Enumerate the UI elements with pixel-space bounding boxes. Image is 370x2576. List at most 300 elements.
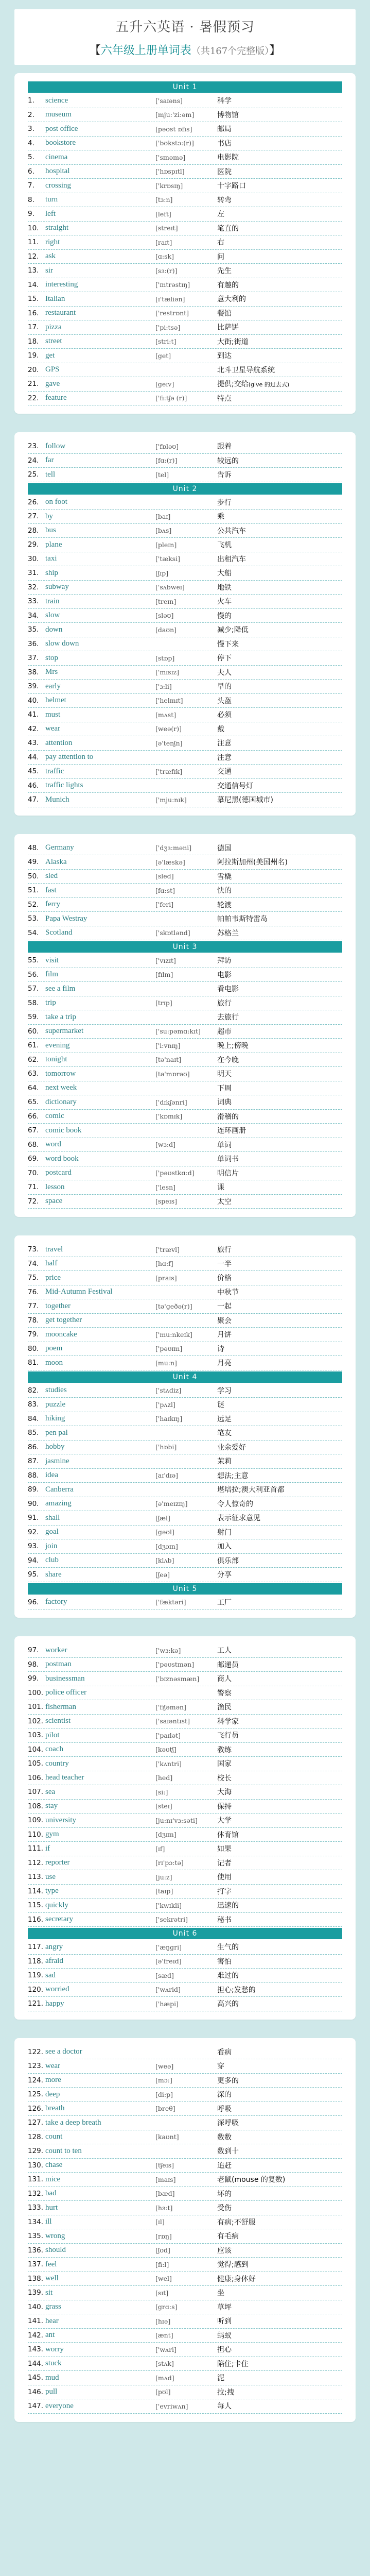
word-chinese-text: 坐 xyxy=(217,2289,224,2298)
word-row xyxy=(28,1700,342,1715)
word-english: pilot xyxy=(45,1731,60,1739)
word-number: 128. xyxy=(28,2132,44,2141)
word-english: count to ten xyxy=(45,2146,82,2155)
word-number: 124. xyxy=(28,2076,44,2084)
word-number: 68. xyxy=(28,1140,39,1149)
word-number: 87. xyxy=(28,1457,39,1466)
word-phonetic: ['fæktəri] xyxy=(155,1598,186,1606)
word-english: feel xyxy=(45,2260,57,2268)
word-number: 123. xyxy=(28,2062,44,2071)
word-chinese-text: 邮局 xyxy=(217,125,232,134)
word-phonetic: [stɒp] xyxy=(155,654,175,662)
word-english: country xyxy=(45,1759,69,1768)
word-card xyxy=(14,73,356,414)
word-english: word xyxy=(45,1140,61,1149)
word-chinese xyxy=(217,265,342,276)
word-phonetic: [streɪt] xyxy=(155,224,178,232)
word-chinese-text: 高兴的 xyxy=(217,2000,239,2009)
word-row xyxy=(28,2343,342,2357)
word-number: 21. xyxy=(28,380,39,388)
word-number: 82. xyxy=(28,1386,39,1395)
word-chinese xyxy=(217,1111,342,1122)
word-chinese-text: 明天 xyxy=(217,1070,232,1079)
word-row xyxy=(28,870,342,884)
word-chinese xyxy=(217,294,342,304)
word-number: 18. xyxy=(28,337,39,346)
word-number: 67. xyxy=(28,1126,39,1135)
word-phonetic: ['wɜ:kə] xyxy=(155,1646,181,1654)
word-number: 60. xyxy=(28,1027,39,1036)
word-row xyxy=(28,1870,342,1885)
word-chinese-text: 有趣的 xyxy=(217,281,239,290)
word-number: 27. xyxy=(28,512,39,521)
word-row xyxy=(28,1010,342,1025)
word-number: 35. xyxy=(28,625,39,634)
word-chinese-text: 渔民 xyxy=(217,1703,232,1712)
word-chinese-text: 应该 xyxy=(217,2246,232,2255)
word-english: more xyxy=(45,2076,61,2084)
word-english: crossing xyxy=(45,181,71,190)
word-row xyxy=(28,1686,342,1701)
word-chinese xyxy=(217,1730,342,1740)
word-phonetic: ['su:pəmɑ:kɪt] xyxy=(155,1027,201,1036)
word-number: 140. xyxy=(28,2302,44,2311)
word-english: street xyxy=(45,337,62,346)
word-phonetic: [kəʊtʃ] xyxy=(155,1745,177,1754)
word-phonetic: [mɔ:] xyxy=(155,2076,172,2084)
word-chinese-text: 火车 xyxy=(217,598,232,606)
word-english: ferry xyxy=(45,900,61,909)
word-phonetic: [ʃʊd] xyxy=(155,2246,170,2255)
word-row xyxy=(28,2116,342,2130)
word-english: mud xyxy=(45,2373,59,2382)
word-number: 33. xyxy=(28,597,39,606)
word-row xyxy=(28,2130,342,2145)
word-chinese-text: 教练 xyxy=(217,1745,232,1754)
word-chinese xyxy=(217,2287,342,2298)
word-chinese xyxy=(217,1801,342,1811)
word-english: attention xyxy=(45,738,73,747)
word-number: 7. xyxy=(28,181,34,190)
word-number: 97. xyxy=(28,1646,39,1655)
word-chinese-text: 听到 xyxy=(217,2317,232,2326)
word-chinese xyxy=(217,1645,342,1655)
word-chinese-text: 如果 xyxy=(217,1845,232,1854)
word-number: 95. xyxy=(28,1570,39,1579)
word-english: shall xyxy=(45,1513,60,1522)
word-number: 29. xyxy=(28,540,39,549)
word-english: hobby xyxy=(45,1443,65,1451)
word-row xyxy=(28,1511,342,1526)
word-english: breath xyxy=(45,2104,65,2113)
word-phonetic: [rɒŋ] xyxy=(155,2232,172,2240)
word-chinese-text: 问 xyxy=(217,252,224,261)
word-chinese-text: 秘书 xyxy=(217,1916,232,1924)
word-chinese-text: 月亮 xyxy=(217,1359,232,1368)
word-row xyxy=(28,855,342,870)
word-english: happy xyxy=(45,1999,64,2008)
word-english: wrong xyxy=(45,2231,65,2240)
word-chinese xyxy=(217,667,342,677)
word-phonetic: [daʊn] xyxy=(155,625,177,634)
word-phonetic: ['pi:tsə] xyxy=(155,323,181,331)
word-phonetic: ['dʒɜ:məni] xyxy=(155,844,192,852)
word-english: price xyxy=(45,1273,61,1282)
word-chinese xyxy=(217,596,342,606)
word-row xyxy=(28,968,342,982)
word-phonetic: ['wʌrid] xyxy=(155,1986,181,1994)
word-chinese-text: 大学 xyxy=(217,1817,232,1825)
word-phonetic: [sɜ:(r)] xyxy=(155,266,178,275)
word-row xyxy=(28,2329,342,2343)
word-phonetic: [ʃɪp] xyxy=(155,569,169,577)
word-phonetic: [ʃeə] xyxy=(155,1570,170,1579)
subtitle-note: （共167个完整版） xyxy=(191,46,270,57)
word-english: angry xyxy=(45,1942,63,1951)
word-english: hear xyxy=(45,2316,59,2325)
word-number: 63. xyxy=(28,1070,39,1078)
word-phonetic: ['træfɪk] xyxy=(155,767,183,775)
word-phonetic: [mʌst] xyxy=(155,710,177,719)
word-chinese-text: 电影院 xyxy=(217,154,239,162)
word-chinese xyxy=(217,1196,342,1207)
word-chinese xyxy=(217,1040,342,1050)
word-phonetic: [hɪə] xyxy=(155,2317,171,2325)
word-row xyxy=(28,1483,342,1497)
word-english: gym xyxy=(45,1830,59,1839)
word-phonetic: [raɪt] xyxy=(155,238,172,246)
word-chinese-text: 警察 xyxy=(217,1689,232,1698)
word-chinese xyxy=(217,2146,342,2156)
word-phonetic: ['skɒtlənd] xyxy=(155,929,190,937)
word-phonetic: [ju:z] xyxy=(155,1873,172,1881)
word-chinese-text: 左 xyxy=(217,210,224,219)
word-chinese xyxy=(217,2189,342,2199)
word-row xyxy=(28,2159,342,2173)
word-phonetic: [gəʊl] xyxy=(155,1528,174,1536)
word-phonetic: ['i:vnɪŋ] xyxy=(155,1041,181,1049)
word-chinese-text: 校长 xyxy=(217,1774,232,1783)
word-chinese-text: 公共汽车 xyxy=(217,527,246,535)
word-english: taxi xyxy=(45,554,57,563)
word-chinese-text: 下周 xyxy=(217,1084,232,1093)
word-row xyxy=(28,954,342,968)
word-english: restaurant xyxy=(45,309,76,317)
word-chinese-text: 注意 xyxy=(217,739,232,748)
word-phonetic: [wɜ:d] xyxy=(155,1141,176,1149)
word-chinese-text: 草坪 xyxy=(217,2303,232,2312)
word-chinese xyxy=(217,639,342,649)
word-phonetic: ['kwɪkli] xyxy=(155,1901,182,1909)
word-phonetic: ['fɒləʊ] xyxy=(155,442,179,450)
word-number: 103. xyxy=(28,1731,44,1740)
word-chinese-text: 较远的 xyxy=(217,456,239,465)
word-chinese-text: 早的 xyxy=(217,683,232,691)
word-number: 141. xyxy=(28,2317,44,2326)
word-card xyxy=(14,432,356,816)
word-chinese-text: 步行 xyxy=(217,498,232,507)
word-english: bookstore xyxy=(45,139,76,147)
word-number: 9. xyxy=(28,210,34,218)
word-chinese-text: 体育馆 xyxy=(217,1831,239,1839)
word-row xyxy=(28,1856,342,1871)
word-phonetic: [mʌd] xyxy=(155,2374,174,2382)
word-row xyxy=(28,222,342,236)
word-phonetic: [mju:'zi:əm] xyxy=(155,111,195,119)
word-phonetic: [dʒɪm] xyxy=(155,1831,177,1839)
word-english: Alaska xyxy=(45,857,67,866)
word-chinese-text: 雪橇 xyxy=(217,872,232,881)
word-chinese xyxy=(217,138,342,148)
word-english: early xyxy=(45,682,61,690)
word-english: lesson xyxy=(45,1182,65,1191)
word-english: club xyxy=(45,1556,59,1565)
word-row xyxy=(28,496,342,510)
word-number: 55. xyxy=(28,956,39,965)
word-number: 117. xyxy=(28,1943,44,1952)
word-number: 142. xyxy=(28,2331,44,2340)
word-number: 10. xyxy=(28,224,39,232)
word-chinese xyxy=(217,2231,342,2241)
word-chinese xyxy=(217,152,342,162)
word-chinese xyxy=(217,350,342,361)
word-phonetic: ['dɪkʃənri] xyxy=(155,1098,187,1106)
word-chinese xyxy=(217,696,342,706)
word-chinese xyxy=(217,2359,342,2369)
word-phonetic: ['haɪkɪŋ] xyxy=(155,1415,183,1423)
word-number: 137. xyxy=(28,2260,44,2269)
word-phonetic: [tel] xyxy=(155,470,169,479)
word-row xyxy=(28,2272,342,2286)
word-english: join xyxy=(45,1541,58,1550)
word-chinese-text: 十字路口 xyxy=(217,182,246,191)
word-english: afraid xyxy=(45,1957,63,1965)
word-english: next week xyxy=(45,1083,77,1092)
word-row xyxy=(28,1180,342,1195)
word-chinese-text: 慢下来 xyxy=(217,640,239,649)
word-english: sir xyxy=(45,266,53,275)
word-chinese-text: 生气的 xyxy=(217,1943,239,1952)
word-english: wear xyxy=(45,724,61,733)
word-chinese xyxy=(217,1154,342,1164)
word-phonetic: [hɑ:f] xyxy=(155,1260,173,1268)
word-chinese xyxy=(217,1744,342,1755)
word-chinese xyxy=(217,1858,342,1868)
word-row xyxy=(28,1067,342,1081)
word-english: helmet xyxy=(45,696,66,705)
word-chinese xyxy=(217,1872,342,1882)
word-number: 102. xyxy=(28,1717,44,1725)
word-number: 125. xyxy=(28,2090,44,2099)
word-phonetic: [pleɪn] xyxy=(155,540,177,549)
word-number: 83. xyxy=(28,1400,39,1409)
word-number: 88. xyxy=(28,1471,39,1480)
word-phonetic: [ɪl] xyxy=(155,2218,165,2226)
word-number: 122. xyxy=(28,2047,44,2056)
word-chinese xyxy=(217,1097,342,1107)
word-number: 112. xyxy=(28,1858,44,1867)
word-phonetic: [steɪ] xyxy=(155,1802,172,1810)
word-phonetic: [tə'naɪt] xyxy=(155,1056,182,1064)
word-chinese-text: 一起 xyxy=(217,1302,232,1311)
word-english: left xyxy=(45,209,56,218)
word-number: 1. xyxy=(28,96,34,105)
word-english: tomorrow xyxy=(45,1069,76,1078)
word-phonetic: ['hɒbi] xyxy=(155,1443,177,1451)
word-chinese-text: 快的 xyxy=(217,887,232,895)
word-number: 90. xyxy=(28,1499,39,1508)
word-chinese xyxy=(217,2132,342,2142)
word-english: stay xyxy=(45,1802,58,1810)
word-row xyxy=(28,207,342,222)
word-row xyxy=(28,793,342,807)
word-row xyxy=(28,193,342,208)
word-row xyxy=(28,2088,342,2102)
word-number: 54. xyxy=(28,928,39,937)
word-chinese xyxy=(217,1702,342,1712)
word-english: everyone xyxy=(45,2401,74,2410)
word-row xyxy=(28,1885,342,1899)
word-chinese-text: 追赶 xyxy=(217,2161,232,2170)
word-english: traffic xyxy=(45,767,64,775)
word-english: dictionary xyxy=(45,1097,77,1106)
word-row xyxy=(28,363,342,378)
word-phonetic: ['trævl] xyxy=(155,1245,180,1253)
word-phonetic: [tʃeɪs] xyxy=(155,2161,174,2170)
word-chinese xyxy=(217,554,342,564)
word-english: wear xyxy=(45,2061,61,2070)
word-row xyxy=(28,2229,342,2244)
word-chinese xyxy=(217,766,342,776)
word-chinese xyxy=(217,2047,342,2057)
word-row xyxy=(28,751,342,765)
word-english: should xyxy=(45,2246,66,2255)
card-list xyxy=(14,73,356,2422)
word-chinese-text: 诗 xyxy=(217,1345,224,1353)
word-chinese-text: 打字 xyxy=(217,1887,232,1896)
word-phonetic: [sləʊ] xyxy=(155,612,174,620)
word-english: sit xyxy=(45,2288,53,2297)
word-number: 81. xyxy=(28,1359,39,1367)
word-row xyxy=(28,581,342,595)
word-row xyxy=(28,150,342,165)
word-phonetic: [sɪt] xyxy=(155,2289,169,2297)
word-english: Germany xyxy=(45,843,74,852)
word-phonetic: ['æŋgri] xyxy=(155,1943,182,1951)
word-phonetic: [di:p] xyxy=(155,2090,173,2098)
word-chinese-text: 茉莉 xyxy=(217,1458,232,1466)
word-number: 51. xyxy=(28,886,39,895)
word-phonetic: ['stʌdiz] xyxy=(155,1386,182,1395)
word-chinese-text: 迅速的 xyxy=(217,1902,239,1910)
word-chinese xyxy=(217,166,342,177)
word-chinese-text: 坏的 xyxy=(217,2190,232,2198)
word-chinese xyxy=(217,1914,342,1925)
word-chinese xyxy=(217,1329,342,1340)
word-english: grass xyxy=(45,2302,61,2311)
word-chinese xyxy=(217,1026,342,1037)
word-phonetic: [breθ] xyxy=(155,2105,175,2113)
word-english: interesting xyxy=(45,280,78,289)
word-chinese xyxy=(217,322,342,332)
word-chinese-text: 医院 xyxy=(217,167,232,176)
word-chinese xyxy=(217,1787,342,1797)
word-chinese-text: 国家 xyxy=(217,1760,232,1769)
word-chinese xyxy=(217,237,342,247)
word-chinese-text: 月饼 xyxy=(217,1331,232,1340)
word-chinese-text: 减少;降低 xyxy=(217,626,249,635)
word-row xyxy=(28,1454,342,1469)
word-phonetic: [tə'geðə(r)] xyxy=(155,1302,192,1310)
word-number: 76. xyxy=(28,1287,39,1296)
word-row xyxy=(28,1757,342,1771)
word-row xyxy=(28,2102,342,2116)
word-row xyxy=(28,708,342,722)
word-chinese-text: 在今晚 xyxy=(217,1056,239,1064)
word-chinese xyxy=(217,497,342,507)
word-row xyxy=(28,468,342,482)
word-chinese-text: 拉;拽 xyxy=(217,2388,234,2397)
word-english: Mid-Autumn Festival xyxy=(45,1287,113,1296)
word-phonetic: [rɪ'pɔ:tə] xyxy=(155,1859,184,1867)
word-english: quickly xyxy=(45,1901,68,1909)
word-number: 43. xyxy=(28,739,39,748)
word-row xyxy=(28,439,342,454)
word-chinese-text: 聚会 xyxy=(217,1316,232,1325)
word-number: 13. xyxy=(28,266,39,275)
word-english: cinema xyxy=(45,152,68,161)
word-row xyxy=(28,2258,342,2272)
word-chinese-text: 交通信号灯 xyxy=(217,782,253,790)
word-number: 108. xyxy=(28,1802,44,1810)
word-number: 57. xyxy=(28,985,39,993)
word-english: share xyxy=(45,1570,62,1579)
word-chinese-text: 数到十 xyxy=(217,2147,239,2156)
word-phonetic: [aɪ'dɪə] xyxy=(155,1471,179,1480)
word-english: get xyxy=(45,351,55,360)
word-number: 93. xyxy=(28,1542,39,1551)
word-phonetic: [ɑ:sk] xyxy=(155,252,174,261)
word-row xyxy=(28,1969,342,1983)
word-number: 31. xyxy=(28,569,39,578)
word-phonetic: [bʌs] xyxy=(155,527,172,535)
word-number: 129. xyxy=(28,2147,44,2156)
word-english: see a doctor xyxy=(45,2047,82,2056)
word-chinese-text: 转弯 xyxy=(217,196,232,205)
word-number: 99. xyxy=(28,1674,39,1683)
word-row xyxy=(28,264,342,278)
word-phonetic: ['bʊkstɔ:(r)] xyxy=(155,139,194,147)
word-number: 64. xyxy=(28,1083,39,1092)
word-phonetic: ['pəʊɪm] xyxy=(155,1345,183,1353)
word-row xyxy=(28,1426,342,1440)
word-english: postcard xyxy=(45,1168,72,1177)
word-number: 69. xyxy=(28,1155,39,1163)
word-phonetic: ['hæpi] xyxy=(155,1999,179,2008)
word-number: 91. xyxy=(28,1514,39,1522)
word-chinese xyxy=(217,124,342,134)
word-chinese-text: 健康;身体好 xyxy=(217,2275,256,2283)
word-chinese-text: 飞机 xyxy=(217,541,232,550)
word-chinese xyxy=(217,2217,342,2227)
word-english: tell xyxy=(45,470,56,479)
word-english: jasmine xyxy=(45,1456,69,1465)
word-number: 143. xyxy=(28,2345,44,2354)
word-chinese-text: 头盔 xyxy=(217,697,232,705)
word-row xyxy=(28,320,342,335)
word-row xyxy=(28,2286,342,2300)
word-english: ship xyxy=(45,568,59,577)
